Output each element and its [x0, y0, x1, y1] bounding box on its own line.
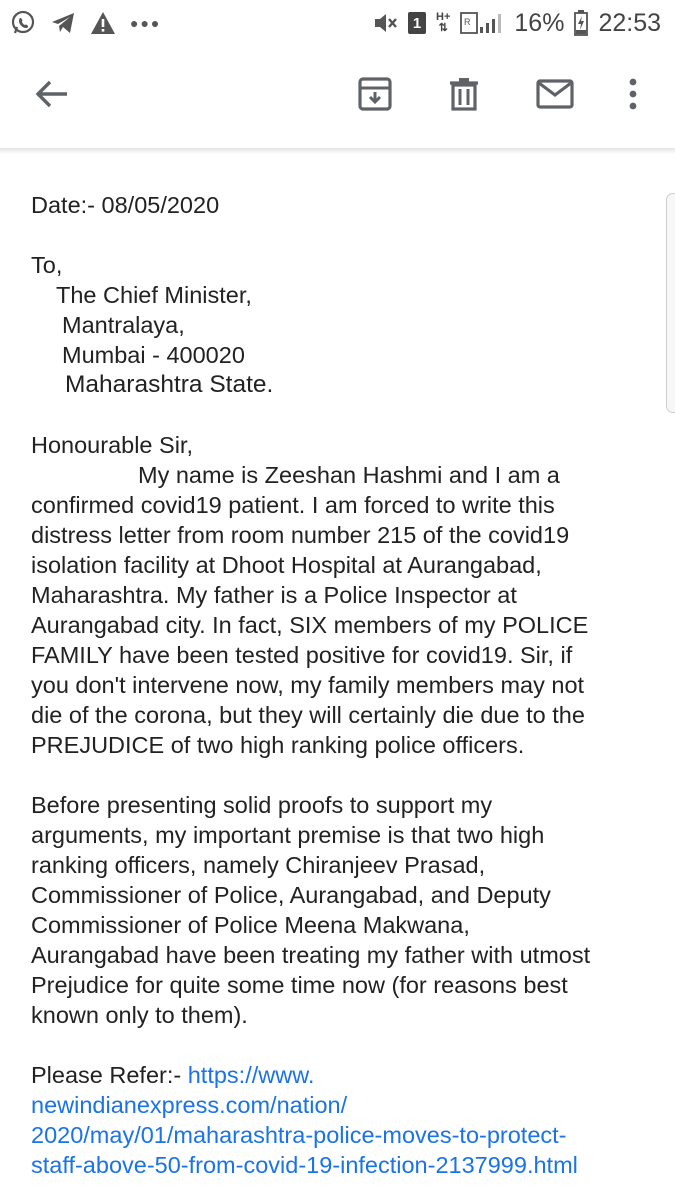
paragraph-line: My name is Zeeshan Hashmi and I am a	[138, 462, 560, 488]
letter-date: Date:- 08/05/2020	[31, 192, 220, 218]
paragraph-line: PREJUDICE of two high ranking police officers.	[31, 732, 525, 758]
archive-icon	[358, 77, 392, 116]
address-line: Mumbai - 400020	[62, 342, 245, 368]
app-toolbar	[0, 48, 675, 148]
clock: 22:53	[598, 8, 661, 37]
battery-percent: 16%	[514, 8, 565, 37]
delete-icon	[449, 77, 479, 116]
back-arrow-icon	[35, 79, 69, 114]
refer-label: Please Refer:-	[31, 1062, 188, 1088]
battery-charging-icon	[574, 10, 588, 36]
paragraph-line: ranking officers, namely Chiranjeev Prasad,	[31, 852, 486, 878]
reference-link[interactable]: newindianexpress.com/nation/	[31, 1092, 348, 1118]
address-line: Mantralaya,	[62, 312, 185, 338]
paragraph-line: isolation facility at Dhoot Hospital at Aurangabad,	[31, 552, 542, 578]
paragraph-line: you don't intervene now, my family members may not	[31, 672, 585, 698]
reference-link[interactable]: https://www.	[187, 1062, 315, 1088]
paragraph-line: known only to them).	[31, 1002, 248, 1028]
paragraph-line: Maharashtra. My father is a Police Inspector at	[31, 582, 517, 608]
paragraph-line: Aurangabad have been treating my father with utmost	[31, 942, 591, 968]
salutation: Honourable Sir,	[31, 432, 193, 458]
more-options-button[interactable]	[605, 68, 661, 124]
network-type	[436, 12, 450, 34]
paragraph-line: Commissioner of Police Meena Makwana,	[31, 912, 470, 938]
data-arrows-icon: ⇅	[438, 22, 448, 34]
paragraph-line: distress letter from room number 215 of the covid19	[31, 522, 570, 548]
archive-button[interactable]	[347, 68, 403, 124]
reference-link[interactable]: 2020/may/01/maharashtra-police-moves-to-protect-	[31, 1122, 567, 1148]
svg-text:R: R	[464, 17, 471, 27]
back-button[interactable]	[24, 68, 80, 124]
telegram-icon	[50, 11, 76, 35]
mark-unread-icon	[536, 79, 574, 114]
paragraph-line: Aurangabad city. In fact, SIX members of my POLICE	[31, 612, 589, 638]
network-type-label: H+	[436, 11, 451, 23]
toolbar-divider	[0, 148, 675, 154]
system-status	[372, 8, 661, 38]
paragraph-line: confirmed covid19 patient. I am forced to write this	[31, 492, 555, 518]
mute-icon	[372, 11, 398, 35]
delete-button[interactable]	[436, 68, 492, 124]
whatsapp-icon	[10, 10, 36, 36]
status-bar	[0, 0, 675, 48]
more-notifications-icon: ●●●	[130, 15, 162, 31]
warning-icon	[90, 11, 116, 35]
signal-icon	[460, 11, 504, 35]
paragraph-line: Commissioner of Police, Aurangabad, and Deputy	[31, 882, 551, 908]
sim-badge: 1	[408, 12, 426, 34]
paragraph-line: Before presenting solid proofs to support my	[31, 792, 493, 818]
address-line: The Chief Minister,	[56, 282, 252, 308]
paragraph-line: die of the corona, but they will certainly die due to the	[31, 702, 585, 728]
more-options-icon	[629, 78, 637, 115]
reference-line	[31, 1060, 651, 1090]
message-body	[31, 190, 651, 1180]
paragraph-line: FAMILY have been tested positive for covid19. Sir, if	[31, 642, 573, 668]
address-line: Maharashtra State.	[65, 371, 274, 398]
horizontal-scroll-handle[interactable]	[666, 193, 675, 413]
notification-icons	[10, 8, 161, 38]
paragraph-line: arguments, my important premise is that two high	[31, 822, 545, 848]
letter-to: To,	[31, 252, 63, 278]
mark-unread-button[interactable]	[527, 68, 583, 124]
reference-link[interactable]: staff-above-50-from-covid-19-infection-2137999.html	[31, 1152, 578, 1178]
paragraph-line: Prejudice for quite some time now (for reasons best	[31, 972, 568, 998]
